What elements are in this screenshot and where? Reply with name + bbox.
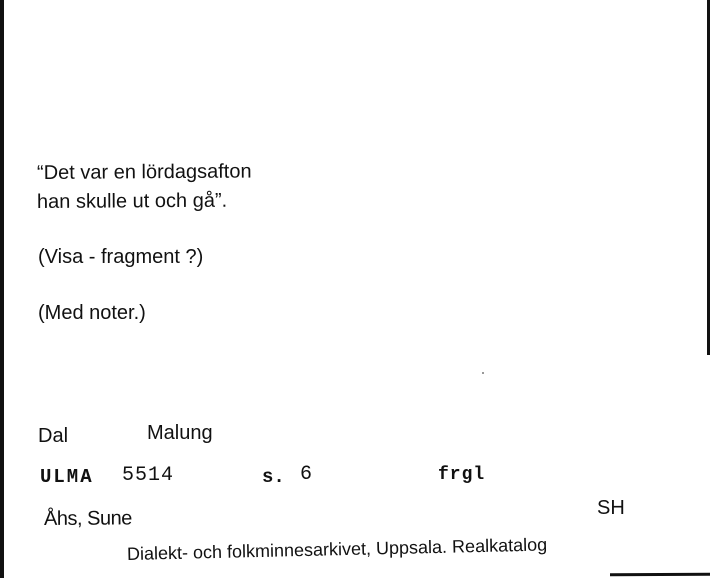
- notes-remark: (Med noter.): [38, 302, 146, 324]
- archive-code: ULMA: [40, 466, 94, 488]
- paper-speck: [482, 372, 484, 374]
- fragment-note: (Visa - fragment ?): [38, 246, 204, 268]
- song-title-line-2: han skulle ut och gå”.: [36, 189, 228, 213]
- region-label: Dal: [38, 425, 69, 447]
- cataloger-initials: SH: [597, 497, 625, 519]
- archive-number: 5514: [122, 464, 175, 487]
- author-name: Åhs, Sune: [43, 507, 132, 530]
- archive-footer: Dialekt- och folkminnesarkivet, Uppsala. Realkatalog: [126, 534, 548, 564]
- card-bottom-edge: [610, 573, 710, 577]
- parish-label: Malung: [147, 422, 213, 444]
- card-left-edge: [0, 0, 4, 578]
- song-title-line-1: “Det var en lördagsafton: [36, 160, 252, 184]
- page-label: s.: [262, 466, 285, 488]
- page-number: 6: [300, 463, 313, 486]
- category-code: frgl: [438, 465, 486, 485]
